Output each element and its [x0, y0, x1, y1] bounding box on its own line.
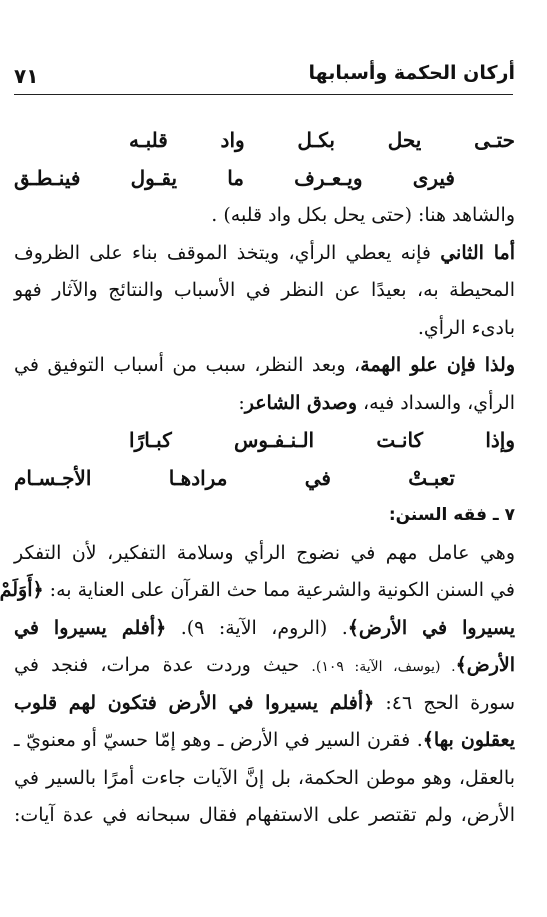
verse-line-3	[14, 422, 515, 460]
citation: . (الروم، الآية: ٩).	[166, 616, 348, 639]
paragraph-line	[14, 722, 515, 760]
verse-word: فينـطـق	[14, 165, 81, 190]
paragraph-line	[14, 685, 515, 723]
quran-quote: يعقلون بها﴾	[422, 729, 515, 751]
paragraph-line	[14, 385, 515, 423]
verse-word: واد	[220, 128, 245, 152]
verse-word: بكـل	[297, 128, 335, 152]
body-text: فإنه يعطي الرأي، ويتخذ الموقف بناء على الظروف	[14, 241, 441, 264]
body-text: :	[238, 391, 245, 414]
bold-text: أما الثاني	[440, 241, 515, 264]
paragraph-line	[14, 610, 515, 648]
verse-word: وإذا	[485, 428, 515, 452]
verse-word: يقـول	[130, 165, 178, 190]
verse-word: فيرى	[412, 165, 455, 190]
verse-word: الـنـفـوس	[233, 428, 315, 452]
verse-line-1	[14, 122, 515, 160]
verse-word: كانـت	[376, 428, 424, 452]
paragraph-line	[14, 347, 515, 385]
body-text: الرأي، والسداد فيه،	[357, 391, 515, 414]
verse-word: ويـعـرف	[294, 165, 363, 190]
verse-word: ما	[227, 165, 244, 190]
header-rule	[14, 94, 513, 95]
paragraph-line	[0, 572, 515, 610]
verse-word: كبـارًا	[129, 428, 172, 452]
paragraph-line: الأرض، ولم تقتصر على الاستفهام فقال سبحانه في عدة آيات:	[14, 804, 515, 826]
body-text: حيث وردت عدة مرات، فنجد في	[14, 654, 312, 676]
quran-quote: ﴿أفلم يسيروا في	[14, 616, 167, 639]
verse-line-2	[14, 160, 515, 198]
verse-word: قلبـه	[129, 128, 168, 152]
quran-quote: ﴿أفلم يسيروا في الأرض فتكون لهم قلوب	[14, 691, 375, 714]
body-text: سورة الحج ٤٦:	[374, 691, 515, 714]
verse-word: الأجـسـام	[14, 465, 92, 490]
paragraph-line: المحيطة به، بعيدًا عن النظر في الأسباب والنتائج والآثار فهو	[14, 279, 515, 301]
quran-quote: ﴿أَوَلَمْ	[0, 579, 44, 601]
quran-quote: الأرض﴾	[455, 654, 515, 676]
bold-text: ولذا فإن علو الهمة	[360, 354, 515, 376]
bold-text: وصدق الشاعر	[244, 391, 357, 414]
body-text: ، وبعد النظر، سبب من أسباب التوفيق في	[14, 354, 361, 376]
paragraph-line: بادىء الرأي.	[417, 316, 515, 339]
verse-word: حتـى	[474, 128, 515, 152]
quran-quote: يسيروا في الأرض﴾	[347, 616, 516, 639]
paragraph-line: والشاهد هنا: (حتى يحل بكل واد قلبه) .	[211, 204, 515, 226]
verse-word: مرادهـا	[168, 465, 228, 490]
page-number: ٧١	[14, 64, 39, 88]
verse-line-4	[14, 460, 515, 498]
verse-word: يحل	[387, 128, 422, 152]
page-body	[0, 122, 516, 835]
paragraph-line: وهي عامل مهم في نضوج الرأي وسلامة التفكير، لأن التفكر	[14, 541, 515, 564]
paragraph-line	[14, 235, 515, 273]
paragraph-line: بالعقل، وهو موطن الحكمة، بل إنَّ الآيات جاءت أمرًا بالسير في	[14, 766, 515, 789]
citation: . (يوسف، الآية: ١٠٩).	[311, 659, 456, 675]
verse-word: تعبـتْ	[408, 465, 455, 490]
paragraph-line	[14, 647, 515, 685]
verse-word: في	[304, 465, 331, 490]
section-heading: ٧ ـ فقه السنن:	[388, 505, 515, 525]
page-header	[14, 60, 515, 92]
running-title: أركان الحكمة وأسبابها	[308, 62, 515, 84]
body-text: في السنن الكونية والشرعية مما حث القرآن على العناية به:	[43, 579, 515, 601]
body-text: . فقرن السير في الأرض ـ وهو إمّا حسيّ أو معنويّ ـ	[14, 729, 423, 751]
